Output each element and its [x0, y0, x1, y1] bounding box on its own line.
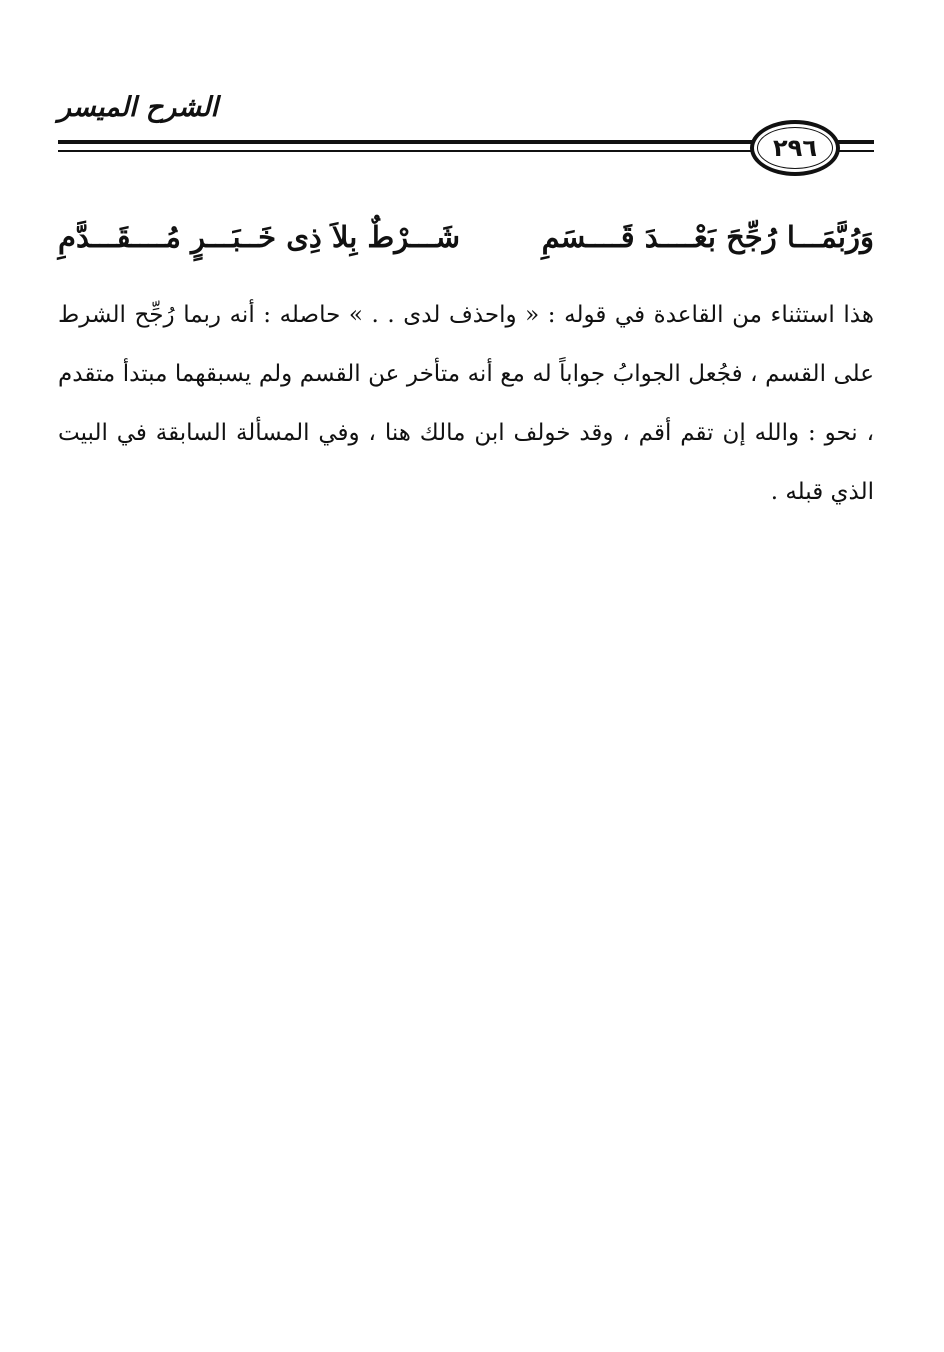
book-title: الشرح الميسر — [58, 92, 219, 123]
page-number: ٢٩٦ — [773, 134, 817, 162]
page-number-badge — [750, 120, 840, 176]
verse-second-hemistich: شَـــرْطٌ بِلاَ ذِى خَــبَـــرٍ مُــــقَـــدَّمِ — [58, 220, 460, 254]
commentary-paragraph: هذا استثناء من القاعدة في قوله : « واحذف لدى . . » حاصله : أنه ربما رُجِّح الشرط على القسم ، فجُعل الجوابُ جواباً له مع أنه متأخر عن القسم ولم يسبقهما مبتدأ متقدم ، نحو : والله إن تقم أقم ، وقد خولف ابن مالك هنا ، وفي المسألة السابقة في البيت الذي قبله . — [58, 302, 874, 505]
poem-verse — [58, 208, 874, 266]
verse-first-hemistich: وَرُبَّمَـــا رُجِّحَ بَعْــــدَ قَــــسَمِ — [541, 220, 874, 254]
